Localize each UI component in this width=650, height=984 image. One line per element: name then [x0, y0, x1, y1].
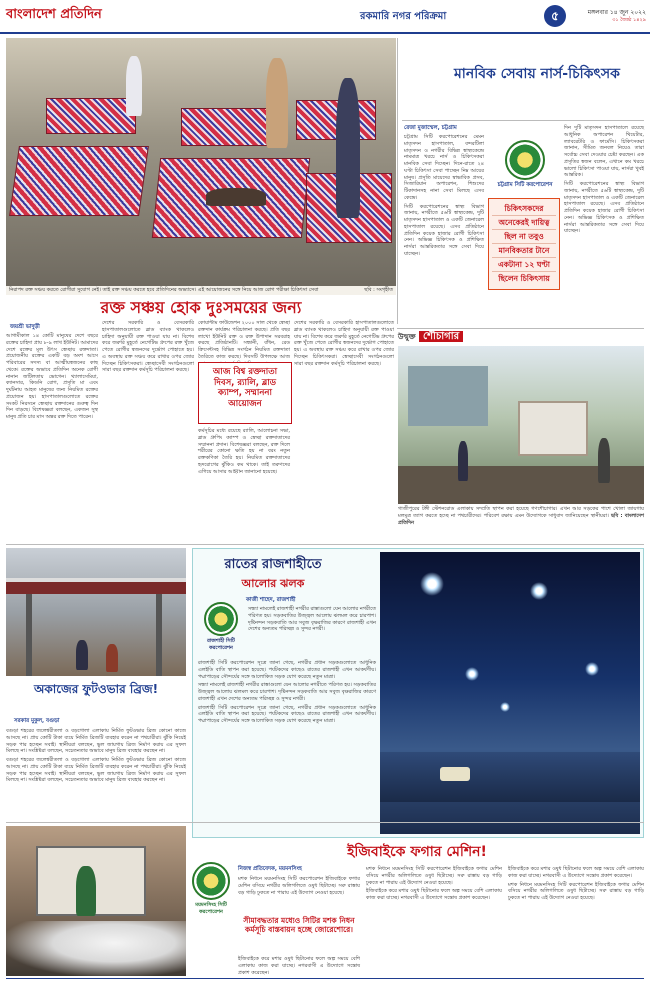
highlight-line: ছিলেন চিকিৎসায়: [498, 274, 550, 283]
divider: [6, 544, 644, 545]
rajshahi-byline: কাজী শাহেদ, রাজশাহী: [246, 597, 296, 603]
blood-photo-credit: ছবি : সংগৃহীত: [336, 286, 396, 295]
nurse-highlight-box: [488, 198, 560, 290]
fogger-easybike-photo: [6, 826, 186, 976]
rajshahi-headline: রাতের রাজশাহীতে: [224, 557, 322, 572]
emblem-label: চট্টগ্রাম সিটি করপোরেশন: [497, 182, 553, 188]
page-number: ৫: [544, 5, 566, 27]
issue-date-primary: মঙ্গলবার ১৪ জুন ২০২২: [587, 9, 646, 16]
fogger-article-top: [238, 876, 360, 914]
highlight-line: মানবিকতার টানে: [492, 244, 556, 258]
nurse-paragraph: দিন দুটি মাতৃসদন হাসপাতালে রয়েছে আধুনিক অপারেশন থিয়েটার, ল্যাবরেটরি ও ফার্মেসি। চিকিৎসকরা জানান, সীমিত জনবল নিয়েও তারা সর্বোচ্চ সেবা দেওয়ার চেষ্টা করছেন। এক প্রসূতির স্বজন বলেন, এখানে কম খরচে ভালো চিকিৎসা পাওয়া যায়, নার্সরা খুবই আন্তরিক।: [564, 125, 644, 179]
rajshahi-paragraph: সন্ধ্যা নামলেই রাজশাহী নগরীর রাস্তাগুলো যেন আলোর নগরীতে পরিণত হয়। সড়কবাতির উজ্জ্বল আলোয় ঝলমল করে চারপাশ। দৃষ্টিনন্দন সড়কবাতি আর সবুজ বৃক্ষরাজির কারণে রাজশাহী এখন দেশের অন্যতম পরিচ্ছন্ন ও সুন্দর নগরী।: [248, 606, 376, 633]
nurse-article-col1: [404, 134, 484, 324]
fogger-article-col3: [508, 866, 644, 976]
mymensingh-emblem-label: ময়মনসিংহ সিটি করপোরেশন: [195, 902, 227, 915]
blood-paragraph: কর্মসূচির মধ্যে রয়েছে র‌্যালি, আলোচনা সভা, ব্লাড গ্রুপিং ক্যাম্প ও স্বেচ্ছা রক্তদাতাদের সম্মাননা প্রদান। বিশেষজ্ঞরা বলছেন, রক্ত দিলে শরীরের কোনো ক্ষতি হয় না বরং নতুন রক্তকণিকা তৈরি হয়। নিয়মিত রক্তদাতাদের হৃদরোগের ঝুঁকিও কম থাকে। তাই তরুণদের এগিয়ে আসার আহ্বান জানানো হয়েছে।: [198, 428, 290, 475]
blood-headline: রক্ত সঞ্চয় হোক দুঃসময়ের জন্য: [100, 298, 302, 317]
fogger-highlight: সীমাবদ্ধতার মধ্যেও সিটির মশক নিধন কর্মসূচি বাস্তবায়ন হচ্ছে জোরেশোরে।: [243, 916, 355, 935]
nurse-paragraph: চট্টগ্রাম সিটি করপোরেশনের মেমন মাতৃসদন হাসপাতাল, বন্দরটিলা মাতৃসদন ও নগরীর বিভিন্ন স্বাস্থ্যকেন্দ্রে নামমাত্র খরচে নার্স ও চিকিৎসকরা মানবিক সেবা দিচ্ছেন। দিনে-রাতে ২৪ ঘণ্টা চিকিৎসা সেবা পাচ্ছেন নিম্ন আয়ের মানুষ। প্রসূতি মায়েদের স্বাভাবিক প্রসব, সিজারিয়ান অপারেশন, শিশুদের টিকাদানসহ নানা সেবা মিলছে এসব কেন্দ্রে।: [404, 134, 484, 201]
chattogram-city-corporation-logo: [505, 140, 545, 180]
toilet-caption: [398, 506, 644, 538]
nurse-paragraph: সিটি করপোরেশনের স্বাস্থ্য বিভাগ জানায়, নগরীতে ৫৬টি স্বাস্থ্যকেন্দ্র, দুটি মাতৃসদন হাসপাতাল ও একটি জেনারেল হাসপাতাল রয়েছে। এসব প্রতিষ্ঠানে প্রতিদিন কয়েক হাজার রোগী চিকিৎসা নেন। অভিজ্ঞ চিকিৎসক ও প্রশিক্ষিত নার্সরা আন্তরিকতার সঙ্গে সেবা দিয়ে যাচ্ছেন।: [564, 181, 644, 235]
newspaper-logo[interactable]: [6, 6, 102, 24]
logo-text: বাংলাদেশ প্রতিদিন: [6, 7, 102, 22]
toilet-headline-prefix: উন্মুক্ত: [398, 333, 416, 341]
blood-paragraph: আগামীকাল ১৪ কোটি মানুষের দেশে বছরে রক্তের চাহিদা প্রায় ৮-৯ লাখ ইউনিট। আমাদের দেশে রক্তের মূল উৎস স্বেচ্ছায় রক্তদাতা। প্রয়োজনীয় রক্তের একটি বড় অংশ আসে পরিবারের সদস্য বা আত্মীয়স্বজনের কাছ থেকে। রক্তের অভাবে প্রতিদিন অনেক রোগী নানান জটিলতায় ভোগেন। থ্যালাসেমিয়া, ক্যানসার, কিডনি রোগ, প্রসূতি মা এবং দুর্ঘটনায় আহত মানুষের জন্য নিয়মিত রক্তের প্রয়োজন হয়। হাসপাতালগুলোতে রক্তের সংকট নিরসনে স্বেচ্ছায় রক্তদানের গুরুত্ব দিন দিন বাড়ছে। বিশেষজ্ঞরা বলছেন, একজন সুস্থ মানুষ প্রতি চার মাস অন্তর রক্ত দিতে পারেন।: [6, 333, 98, 420]
toilet-photo-credit: ছবি : বাংলাদেশ প্রতিদিন: [398, 512, 644, 526]
blood-paragraph: দেশের সরকারি ও বেসরকারি হাসপাতালগুলোতে ব্লাড ব্যাংক থাকলেও চাহিদা অনুযায়ী রক্ত পাওয়া যায় না। বিশেষ করে জরুরি মুহূর্তে নেগেটিভ গ্রুপের রক্ত খুঁজে পেতে রোগীর স্বজনদের দুর্ভোগ পোহাতে হয়। এ অবস্থায় রক্ত সঞ্চয় করে রাখার ওপর জোর দিচ্ছেন চিকিৎসকরা। স্বেচ্ছাসেবী সংগঠনগুলো সারা বছর রক্তদান কর্মসূচি পরিচালনা করছে।: [102, 320, 194, 374]
bridge-article: [6, 728, 186, 820]
highlight-line: একটানা ১২ ঘণ্টা: [492, 258, 556, 272]
rajshahi-paragraph: রাজশাহী সিটি করপোরেশন সূত্রে জানা গেছে, নগরীর প্রধান সড়কগুলোতে আধুনিক এলইডি বাতি স্থাপন করা হয়েছে। পর্যটকদের কাছেও রাতের রাজশাহী এখন আকর্ষণীয়। পদ্মাপাড়ের সৌন্দর্যের সঙ্গে আলোকিত সড়ক যোগ করেছে নতুন মাত্রা।: [198, 704, 376, 724]
toilet-headline-main: শৌচাগার: [419, 331, 463, 342]
footer-rule: [6, 978, 644, 979]
issue-date-bangla: ৩১ জ্যৈষ্ঠ ১৪২৯: [612, 17, 646, 24]
highlight-line: অনেকেরই দায়িত্ব: [492, 216, 556, 230]
public-toilet-photo: [398, 346, 644, 504]
fogger-paragraph: ইজিবাইকে করে মশার ওষুধ ছিটানোর ফলে অল্প সময়ে বেশি এলাকায় কাজ করা যাচ্ছে। নগরবাসী এ উদ্যোগে সন্তোষ প্রকাশ করেছেন।: [366, 888, 502, 901]
toilet-headline: [398, 330, 463, 344]
nurse-paragraph: সিটি করপোরেশনের স্বাস্থ্য বিভাগ জানায়, নগরীতে ৫৬টি স্বাস্থ্যকেন্দ্র, দুটি মাতৃসদন হাসপাতাল ও একটি জেনারেল হাসপাতাল রয়েছে। এসব প্রতিষ্ঠানে প্রতিদিন কয়েক হাজার রোগী চিকিৎসা নেন। অভিজ্ঞ চিকিৎসক ও প্রশিক্ষিত নার্সরা আন্তরিকতার সঙ্গে সেবা দিয়ে যাচ্ছেন।: [404, 203, 484, 257]
rajshahi-paragraph: রাজশাহী সিটি করপোরেশন সূত্রে জানা গেছে, নগরীর প্রধান সড়কগুলোতে আধুনিক এলইডি বাতি স্থাপন করা হয়েছে। পর্যটকদের কাছেও রাতের রাজশাহী এখন আকর্ষণীয়। পদ্মাপাড়ের সৌন্দর্যের সঙ্গে আলোকিত সড়ক যোগ করেছে নতুন মাত্রা।: [198, 660, 376, 680]
fogger-headline: ইজিবাইকে ফগার মেশিন!: [347, 844, 487, 860]
fogger-paragraph: মশক নিধনে ময়মনসিংহ সিটি করপোরেশন ইজিবাইকে ফগার মেশিন বসিয়ে নগরীর অলিগলিতে ওষুধ ছিটাচ্ছে। সরু রাস্তায় বড় গাড়ি ঢুকতে না পারায় এই উদ্যোগ নেওয়া হয়েছে।: [366, 866, 502, 886]
blood-photo-caption: নিরাপদ রক্ত সঞ্চয় করতে রোগীরা সুযোগ নেই। তাই রক্ত সঞ্চয় করতে হবে প্রতিদিনের অভ্যাসে। এই আয়োজনের সঙ্গে নিয়ে আজ রোগ পরীক্ষা চিকিৎসা সেবা: [6, 286, 336, 295]
fogger-paragraph: মশক নিধনে ময়মনসিংহ সিটি করপোরেশন ইজিবাইকে ফগার মেশিন বসিয়ে নগরীর অলিগলিতে ওষুধ ছিটাচ্ছে। সরু রাস্তায় বড় গাড়ি ঢুকতে না পারায় এই উদ্যোগ নেওয়া হয়েছে।: [508, 881, 644, 901]
blood-article-col2: [102, 320, 194, 541]
fogger-article-col2: [366, 866, 502, 976]
bridge-paragraph: বগুড়া শহরের জলেশ্বরীতলা ও বড়গোলা এলাকায় নির্মিত ফুটওভার ব্রিজ কোনো কাজে আসছে না। প্রায় কোটি টাকা ব্যয়ে নির্মিত ব্রিজটি ব্যবহার করেন না পথচারীরা। ঝুঁকি নিয়েই সড়ক পার হচ্ছেন সবাই। স্থানীয়রা বলছেন, ভুল জায়গায় ব্রিজ নির্মাণ করায় এর সুফল মিলছে না। সংশ্লিষ্টরা বলছেন, সচেতনতার অভাবে মানুষ ব্রিজ ব্যবহার করছেন না।: [6, 728, 186, 755]
highlight-line: চিকিৎসকদের: [492, 202, 556, 216]
blood-article-col3-top: [198, 320, 290, 360]
divider: [397, 328, 644, 329]
fogger-article-bottom: [238, 956, 360, 976]
blood-article-col1: [6, 333, 98, 541]
highlight-line: ছিল না তবুও: [492, 230, 556, 244]
blood-article-col4: [294, 320, 394, 541]
issue-date: [572, 9, 646, 24]
toilet-caption-text: গাজীপুরের টঙ্গী স্টেশনরোড এলাকায় সম্প্রতি স্থাপন করা হয়েছে গণশৌচাগার। এখন আর সড়কের পাশে খোলা জায়গায় মলমূত্র ত্যাগ করতে হচ্ছে না পথচারীদের। পরিবেশ রক্ষায় এমন উদ্যোগকে সাধুবাদ জানিয়েছেন স্থানীয়রা।: [398, 506, 644, 519]
column-divider: [397, 38, 398, 324]
divider: [6, 822, 644, 823]
fogger-byline: নিজস্ব প্রতিবেদক, ময়মনসিংহ: [238, 866, 302, 872]
blood-article-col3-bottom: [198, 428, 290, 541]
nurse-headline: মানবিক সেবায় নার্স-চিকিৎসক: [454, 66, 620, 82]
section-title: রকমারি নগর পরিক্রমা: [360, 11, 447, 22]
divider: [402, 120, 644, 121]
fogger-paragraph: ইজিবাইকে করে মশার ওষুধ ছিটানোর ফলে অল্প সময়ে বেশি এলাকায় কাজ করা যাচ্ছে। নগরবাসী এ উদ্যোগে সন্তোষ প্রকাশ করেছেন।: [238, 956, 360, 976]
rajshahi-emblem-label: রাজশাহী সিটি করপোরেশন: [207, 638, 235, 651]
blood-paragraph: কোয়ান্টাম ফাউন্ডেশন ২০০০ সাল থেকে স্বেচ্ছা রক্তদান কার্যক্রম পরিচালনা করছে। প্রতি বছর লাখো ইউনিট রক্ত ও রক্ত উপাদান সরবরাহ করছে প্রতিষ্ঠানটি। সন্ধানী, বাঁধন, রেড ক্রিসেন্টসহ বিভিন্ন সংগঠন নিয়মিত রক্তদাতা তৈরিতে কাজ করছে। দিবসটি উপলক্ষে আজ: [198, 320, 290, 360]
fogger-paragraph: ইজিবাইকে করে মশার ওষুধ ছিটানোর ফলে অল্প সময়ে বেশি এলাকায় কাজ করা যাচ্ছে। নগরবাসী এ উদ্যোগে সন্তোষ প্রকাশ করেছেন।: [508, 866, 644, 879]
fogger-paragraph: মশক নিধনে ময়মনসিংহ সিটি করপোরেশন ইজিবাইকে ফগার মেশিন বসিয়ে নগরীর অলিগলিতে ওষুধ ছিটাচ্ছে। সরু রাস্তায় বড় গাড়ি ঢুকতে না পারায় এই উদ্যোগ নেওয়া হয়েছে।: [238, 876, 360, 896]
nurse-article-col3: [564, 125, 644, 324]
rajshahi-city-corporation-logo: [204, 602, 238, 636]
rajshahi-article-top: [248, 606, 376, 656]
rajshahi-night-photo: [380, 552, 640, 834]
bridge-headline: অকাজের ফুটওভার ব্রিজ!: [33, 682, 159, 696]
rajshahi-subheadline: আলোর ঝলক: [241, 577, 305, 590]
blood-byline: জয়শ্রী ভাদুড়ী: [10, 324, 40, 330]
blood-paragraph: দেশের সরকারি ও বেসরকারি হাসপাতালগুলোতে ব্লাড ব্যাংক থাকলেও চাহিদা অনুযায়ী রক্ত পাওয়া যায় না। বিশেষ করে জরুরি মুহূর্তে নেগেটিভ গ্রুপের রক্ত খুঁজে পেতে রোগীর স্বজনদের দুর্ভোগ পোহাতে হয়। এ অবস্থায় রক্ত সঞ্চয় করে রাখার ওপর জোর দিচ্ছেন চিকিৎসকরা। স্বেচ্ছাসেবী সংগঠনগুলো সারা বছর রক্তদান কর্মসূচি পরিচালনা করছে।: [294, 320, 394, 367]
bridge-paragraph: বগুড়া শহরের জলেশ্বরীতলা ও বড়গোলা এলাকায় নির্মিত ফুটওভার ব্রিজ কোনো কাজে আসছে না। প্রায় কোটি টাকা ব্যয়ে নির্মিত ব্রিজটি ব্যবহার করেন না পথচারীরা। ঝুঁকি নিয়েই সড়ক পার হচ্ছেন সবাই। স্থানীয়রা বলছেন, ভুল জায়গায় ব্রিজ নির্মাণ করায় এর সুফল মিলছে না। সংশ্লিষ্টরা বলছেন, সচেতনতার অভাবে মানুষ ব্রিজ ব্যবহার করছেন না।: [6, 757, 186, 784]
rajshahi-article-body: [198, 660, 376, 832]
footover-bridge-photo: [6, 548, 186, 676]
rajshahi-paragraph: সন্ধ্যা নামলেই রাজশাহী নগরীর রাস্তাগুলো যেন আলোর নগরীতে পরিণত হয়। সড়কবাতির উজ্জ্বল আলোয় ঝলমল করে চারপাশ। দৃষ্টিনন্দন সড়কবাতি আর সবুজ বৃক্ষরাজির কারণে রাজশাহী এখন দেশের অন্যতম পরিচ্ছন্ন ও সুন্দর নগরী।: [198, 682, 376, 702]
nurse-byline: রেজা মুজাম্মেল, চট্টগ্রাম: [404, 125, 457, 131]
blood-donation-photo: [6, 38, 396, 286]
blood-pull-quote: আজ বিশ্ব রক্তদাতা দিবস, র‌্যালি, ব্লাড ক্যাম্প, সম্মাননা আয়োজন: [198, 362, 292, 424]
bridge-byline: সরকার মুকুল, বগুড়া: [14, 718, 60, 724]
mymensingh-city-corporation-logo: [192, 862, 230, 900]
